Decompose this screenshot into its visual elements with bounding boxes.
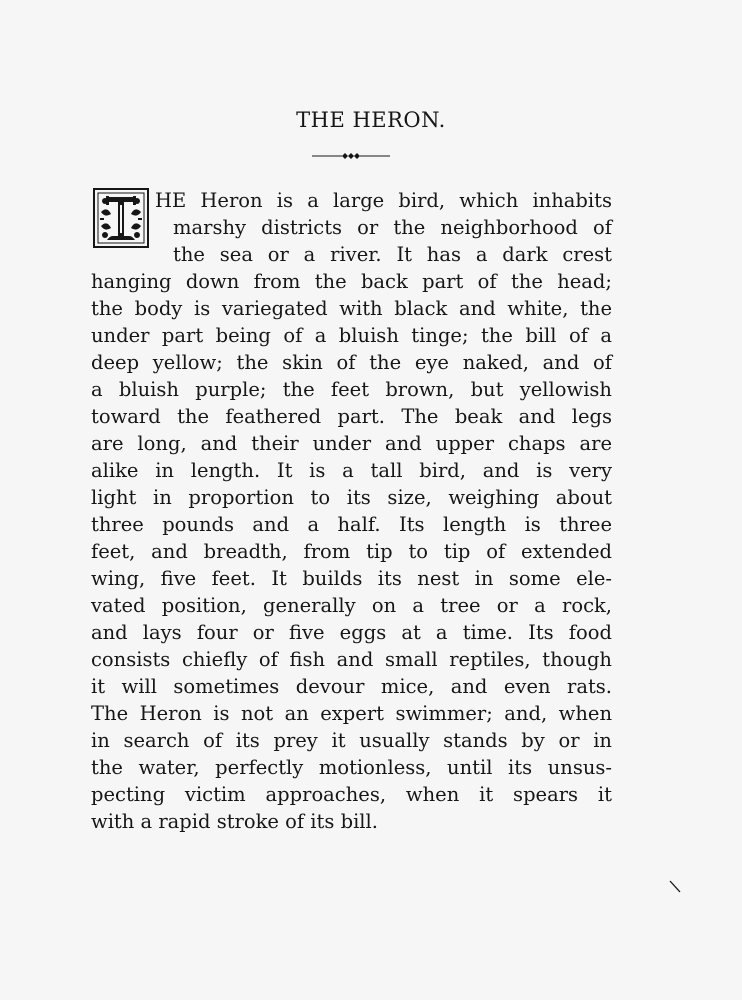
text-line: vated position, generally on a tree or a rock, [91,594,612,617]
text-line: toward the feathered part. The beak and legs [91,405,612,428]
page-title: THE HERON. [296,108,446,132]
text-line: are long, and their under and upper chaps are [91,432,612,455]
text-line: a bluish purple; the feet brown, but yellowish [91,378,612,401]
text-line: wing, five feet. It builds its nest in some ele- [91,567,612,590]
text-line: marshy districts or the neighborhood of [173,216,612,239]
text-line-last: with a rapid stroke of its bill. [91,810,378,833]
title-ornament [312,150,390,162]
text-line: in search of its prey it usually stands by or in [91,729,612,752]
text-line: the water, perfectly motionless, until its unsus- [91,756,612,779]
text-line: the sea or a river. It has a dark crest [173,243,612,266]
scan-speck [668,880,682,894]
text-line: under part being of a bluish tinge; the bill of a [91,324,612,347]
text-line: pecting victim approaches, when it spears it [91,783,612,806]
text-line: feet, and breadth, from tip to tip of extended [91,540,612,563]
text-line: light in proportion to its size, weighing about [91,486,612,509]
text-line: it will sometimes devour mice, and even rats. [91,675,612,698]
text-line: hanging down from the back part of the head; [91,270,612,293]
text-line: HE Heron is a large bird, which inhabits [155,189,612,212]
text-line: the body is variegated with black and white, the [91,297,612,320]
text-line: and lays four or five eggs at a time. Its food [91,621,612,644]
text-line: The Heron is not an expert swimmer; and, when [91,702,612,725]
text-line: alike in length. It is a tall bird, and is very [91,459,612,482]
text-line: deep yellow; the skin of the eye naked, and of [91,351,612,374]
text-line: three pounds and a half. Its length is three [91,513,612,536]
drop-cap-ornament [93,188,149,248]
text-line: consists chiefly of fish and small reptiles, though [91,648,612,671]
